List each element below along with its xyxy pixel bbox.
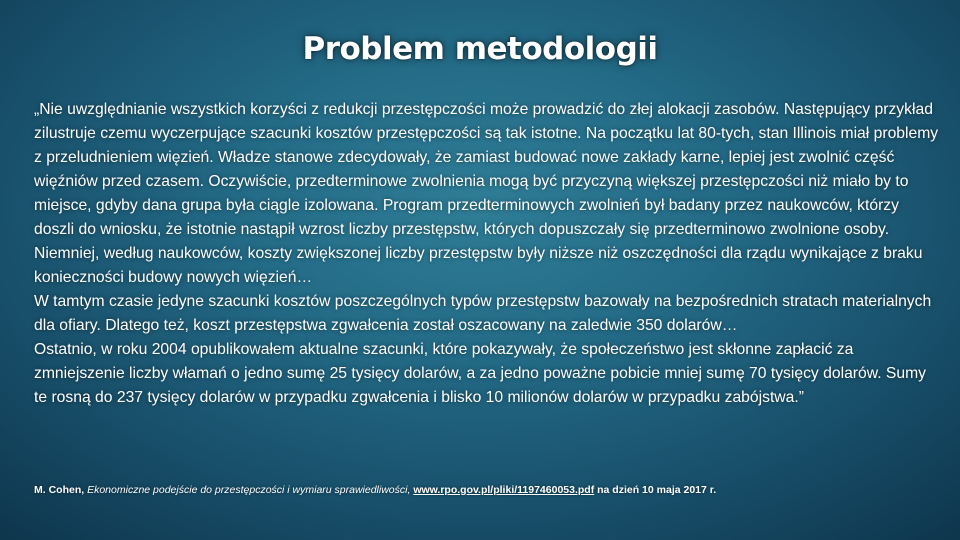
slide-title: Problem metodologii <box>302 31 658 67</box>
quote-paragraph-2: W tamtym czasie jedyne szacunki kosztów poszczególnych typów przestępstw bazowały na bezpośrednich stratach materialnych dla ofiary. Dlatego też, koszt przestępstwa zgwałcenia został oszacowany na zaledwie 350 dolarów… <box>34 293 932 334</box>
quote-block <box>34 98 939 410</box>
citation-work: Ekonomiczne podejście do przestępczości i wymiaru sprawiedliwości, <box>87 484 414 496</box>
citation-link[interactable]: www.rpo.gov.pl/pliki/1197460053.pdf <box>413 484 595 496</box>
citation-date: na dzień 10 maja 2017 r. <box>594 484 717 496</box>
citation-author: M. Cohen, <box>34 484 88 496</box>
quote-paragraph-1: „Nie uwzględnianie wszystkich korzyści z redukcji przestępczości może prowadzić do złej alokacji zasobów. Następujący przykład zilustruje czemu wyczerpujące szacunki kosztów przestępczości są tak istotne. Na początku lat 80-tych, stan Illinois miał problemy z przeludnieniem więzień. Władze stanowe zdecydowały, że zamiast budować nowe zakłady karne, lepiej jest zwolnić część więźniów przed czasem. Oczywiście, przedterminowe zwolnienia mogą być przyczyną większej przestępczości niż miało by to miejsce, gdyby dana grupa była ciągle izolowana. Program przedterminowych zwolnień był badany przez naukowców, którzy doszli do wniosku, że istotnie nastąpił wzrost liczby przestępstw, których dopuszczały się przedterminowo zwolnione osoby. Niemniej, według naukowców, koszty zwiększonej liczby przestępstw były niższe niż oszczędności dla rządu wynikające z braku konieczności budowy nowych więzień… <box>34 101 939 286</box>
quote-paragraph-3: Ostatnio, w roku 2004 opublikowałem aktualne szacunki, które pokazywały, że społeczeństwo jest skłonne zapłacić za zmniejszenie liczby włamań o jedno sumę 25 tysięcy dolarów, a za jedno poważne pobicie mniej sumę 70 tysięcy dolarów. Sumy te rosną do 237 tysięcy dolarów w przypadku zgwałcenia i blisko 10 milionów dolarów w przypadku zabójstwa.” <box>34 341 927 406</box>
source-citation <box>34 483 939 497</box>
